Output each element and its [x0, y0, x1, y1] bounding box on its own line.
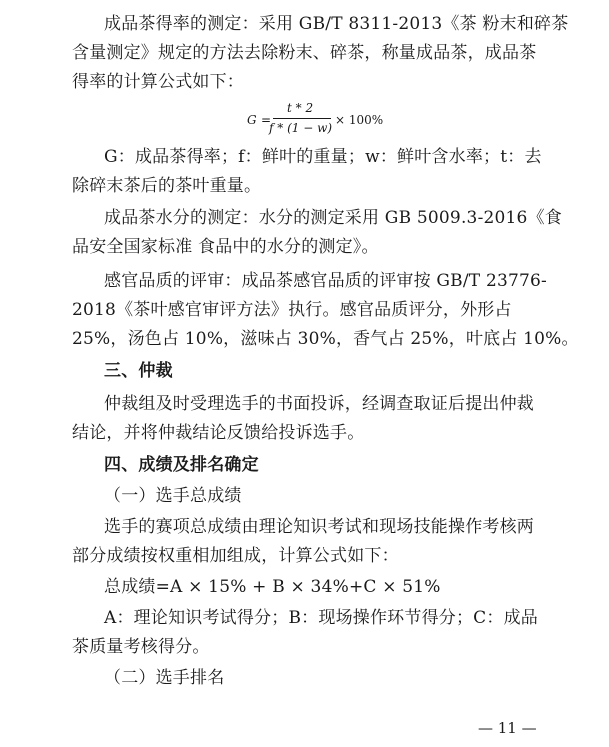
paragraph-line: 部分成绩按权重相加组成，计算公式如下：	[72, 546, 399, 566]
page-number: — 11 —	[478, 719, 537, 737]
formula-lhs: G	[247, 113, 257, 127]
formula-numerator: t * 2	[287, 101, 314, 115]
paragraph-line: 成品茶水分的测定：水分的测定采用 GB 5009.3-2016《食	[104, 208, 562, 228]
paragraph-line: G：成品茶得率；f：鲜叶的重量；w：鲜叶含水率；t：去	[104, 147, 542, 167]
score-formula: 总成绩=A × 15% + B × 34%+C × 51%	[104, 577, 441, 597]
paragraph-line: 除碎末茶后的茶叶重量。	[72, 176, 262, 196]
paragraph-line: 茶质量考核得分。	[72, 637, 210, 657]
subsection-heading: （一）选手总成绩	[104, 486, 242, 506]
section-heading: 三、仲裁	[104, 361, 173, 381]
paragraph-line: 2018《茶叶感官审评方法》执行。感官品质评分，外形占	[72, 300, 512, 320]
paragraph-line: 品安全国家标准 食品中的水分的测定》。	[72, 237, 379, 257]
subsection-heading: （二）选手排名	[104, 668, 225, 688]
paragraph-line: 选手的赛项总成绩由理论知识考试和现场技能操作考核两	[104, 517, 534, 537]
paragraph-line: 成品茶得率的测定：采用 GB/T 8311-2013《茶 粉末和碎茶	[104, 14, 569, 34]
yield-formula	[247, 101, 407, 137]
fraction-bar	[273, 118, 331, 119]
section-heading: 四、成绩及排名确定	[104, 455, 259, 475]
paragraph-line: 感官品质的评审：成品茶感官品质的评审按 GB/T 23776-	[104, 271, 547, 291]
paragraph-line: 25%，汤色占 10%，滋味占 30%，香气占 25%，叶底占 10%。	[72, 329, 579, 349]
formula-multiplier: × 100%	[335, 113, 384, 127]
paragraph-line: 仲裁组及时受理选手的书面投诉，经调查取证后提出仲裁	[104, 394, 534, 414]
formula-denominator: f * (1 − w)	[269, 121, 333, 135]
formula-equals: =	[261, 113, 272, 127]
paragraph-line: A：理论知识考试得分；B：现场操作环节得分；C：成品	[104, 608, 538, 628]
paragraph-line: 得率的计算公式如下：	[72, 72, 244, 92]
paragraph-line: 含量测定》规定的方法去除粉末、碎茶，称量成品茶，成品茶	[72, 43, 537, 63]
paragraph-line: 结论，并将仲裁结论反馈给投诉选手。	[72, 423, 365, 443]
